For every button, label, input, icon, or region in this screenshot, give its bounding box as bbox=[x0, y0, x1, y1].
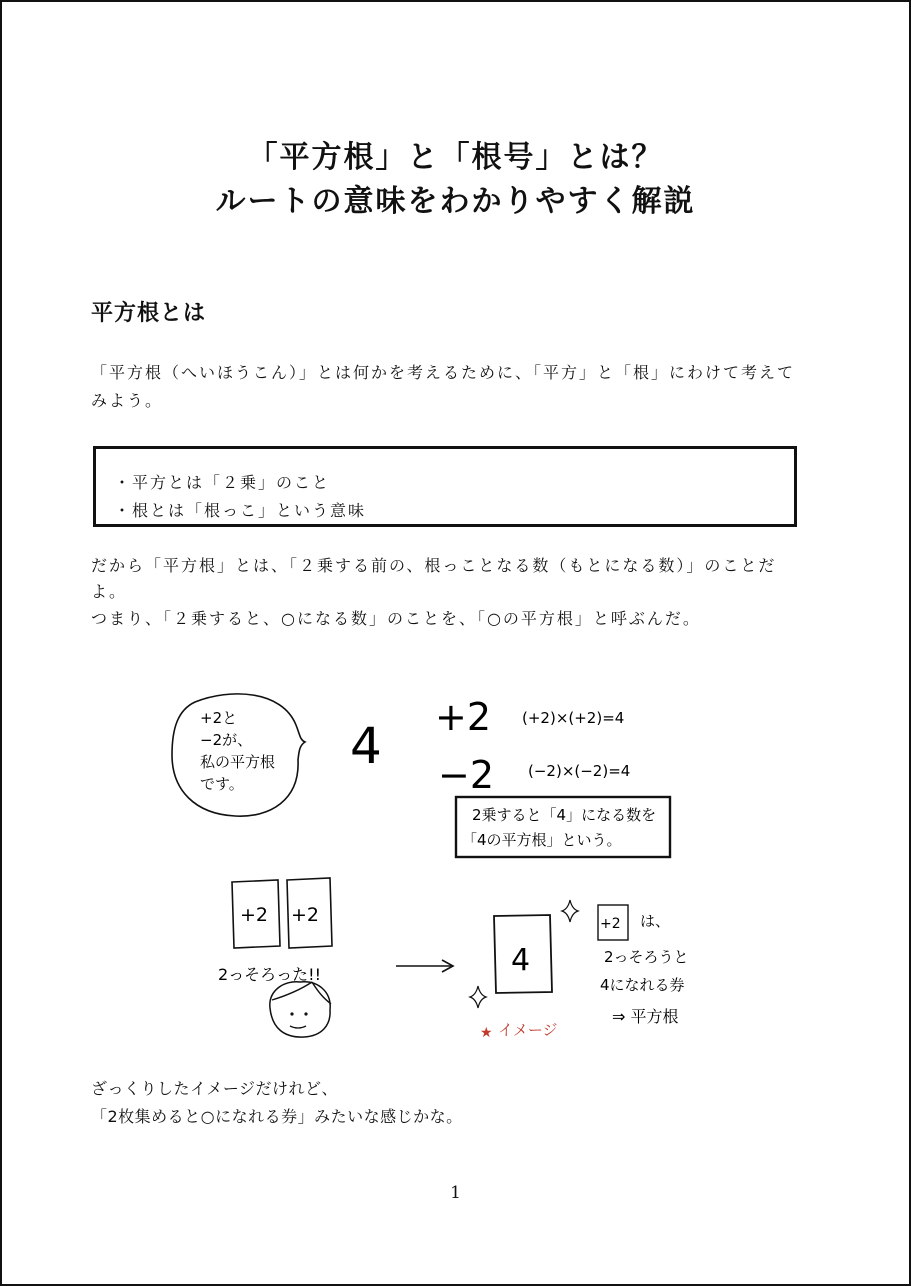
equation-minus: (−2)×(−2)=4 bbox=[528, 762, 631, 780]
note-line-1: 2乗すると「4」になる数を bbox=[472, 806, 657, 824]
character-face-icon bbox=[270, 982, 331, 1037]
definition-item-1: ・平方とは「２乗」のこと bbox=[114, 473, 331, 492]
root-minus-two: −2 bbox=[438, 753, 495, 797]
small-ticket-label: +2 bbox=[600, 916, 621, 932]
definition-item-2: ・根とは「根っこ」という意味 bbox=[114, 501, 367, 520]
equation-plus: (+2)×(+2)=4 bbox=[522, 709, 625, 727]
body-line-1: だから「平方根」とは、「２乗する前の、根っことなる数（もとになる数）」のことだ bbox=[91, 556, 777, 575]
ticket-left bbox=[232, 880, 280, 948]
sparkle-icon bbox=[470, 986, 486, 1008]
page-number: 1 bbox=[450, 1183, 461, 1203]
bubble-line-1: +2と bbox=[200, 709, 238, 727]
explain-line-3: 4になれる券 bbox=[600, 976, 685, 994]
ticket-right-label: +2 bbox=[291, 904, 320, 926]
star-icon: ★ bbox=[480, 1025, 493, 1041]
arrow-right-icon bbox=[396, 960, 453, 972]
ticket-result bbox=[494, 915, 552, 993]
intro-line-1: 「平方根（へいほうこん）」とは何かを考えるために、「平方」と「根」にわけて考えて bbox=[91, 363, 796, 382]
bubble-line-2: −2が、 bbox=[200, 731, 253, 749]
intro-line-2: みよう。 bbox=[91, 391, 164, 410]
section-heading: 平方根とは bbox=[91, 301, 207, 326]
definition-note-box bbox=[456, 797, 670, 857]
bubble-line-3: 私の平方根 bbox=[200, 753, 276, 771]
explain-line-4: ⇒ 平方根 bbox=[612, 1007, 679, 1026]
closing-line-1: ざっくりしたイメージだけれど、 bbox=[91, 1079, 339, 1098]
page-title: 「平方根」と「根号」とは？ bbox=[247, 140, 664, 175]
ticket-result-label: 4 bbox=[511, 943, 531, 978]
closing-line-2: 「2枚集めると○になれる券」みたいな感じかな。 bbox=[91, 1107, 463, 1126]
body-line-3: つまり、「２乗すると、○になる数」のことを、「○の平方根」と呼ぶんだ。 bbox=[91, 609, 701, 628]
page-subtitle: ルートの意味をわかりやすく解説 bbox=[215, 184, 696, 219]
explain-line-2: 2っそろうと bbox=[604, 948, 689, 966]
explain-line-1: は、 bbox=[640, 912, 671, 930]
image-label: イメージ bbox=[498, 1021, 558, 1039]
note-line-2: 「4の平方根」という。 bbox=[462, 831, 622, 849]
small-ticket bbox=[598, 905, 628, 940]
bubble-line-4: です。 bbox=[200, 775, 244, 793]
speech-bubble bbox=[172, 694, 305, 816]
ticket-left-label: +2 bbox=[240, 904, 269, 926]
big-number-four: 4 bbox=[350, 717, 382, 775]
caption-two-collected: 2っそろった!! bbox=[218, 965, 322, 984]
sparkle-icon bbox=[562, 900, 578, 922]
body-line-2: よ。 bbox=[91, 582, 128, 601]
root-plus-two: +2 bbox=[435, 695, 492, 739]
ticket-right bbox=[287, 878, 332, 948]
